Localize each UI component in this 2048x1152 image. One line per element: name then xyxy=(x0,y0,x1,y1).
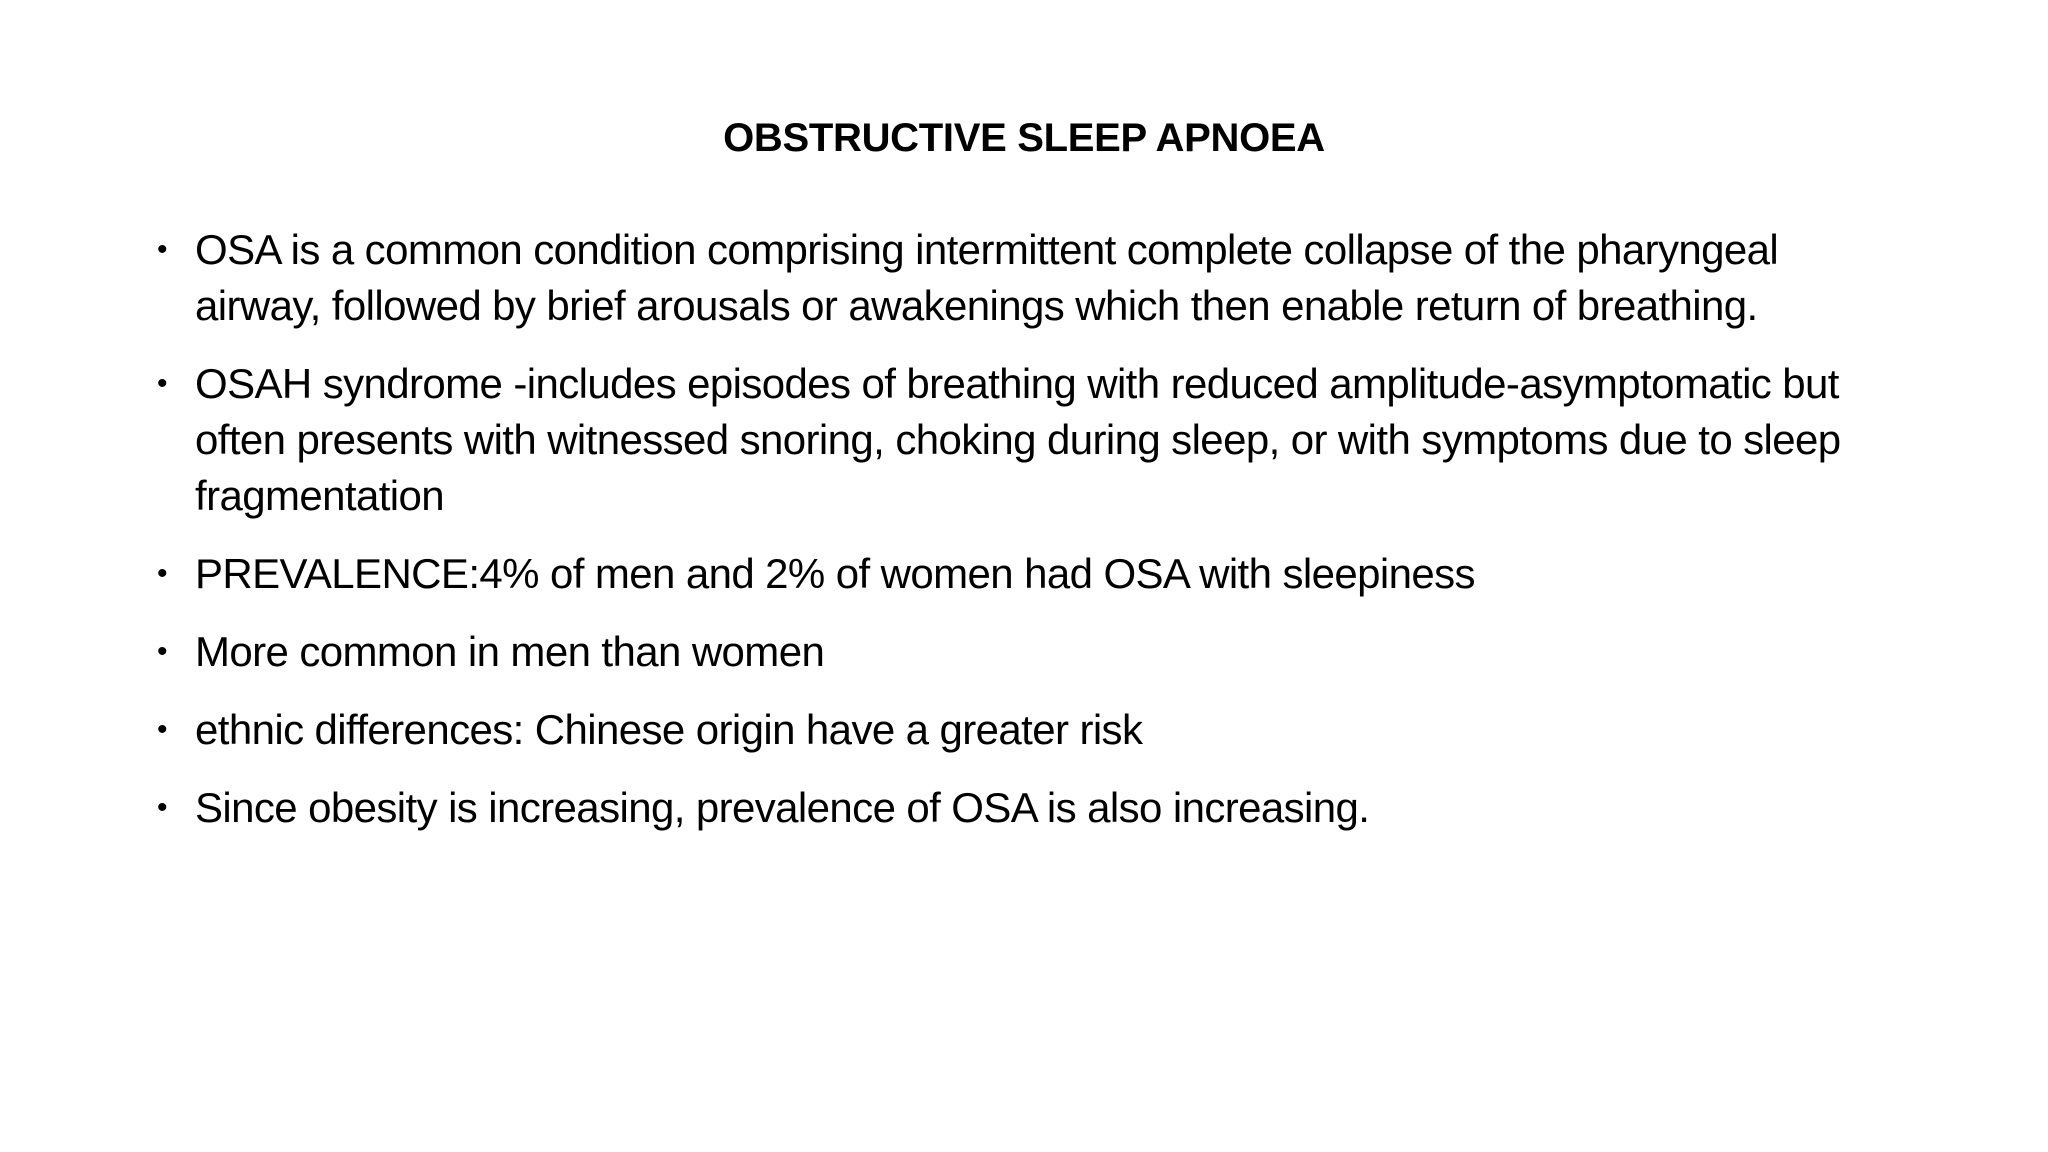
bullet-dot-icon: • xyxy=(157,713,167,746)
bullet-dot-icon: • xyxy=(157,635,167,668)
bullet-item xyxy=(157,356,1897,524)
bullet-text: OSA is a common condition comprising intermittent complete collapse of the pharyngeal airway, followed by brief arousals or awakenings which then enable return of breathing. xyxy=(195,226,1779,329)
bullet-text: Since obesity is increasing, prevalence of OSA is also increasing. xyxy=(195,784,1370,831)
bullet-item xyxy=(157,222,1897,334)
bullet-text: ethnic differences: Chinese origin have a greater risk xyxy=(195,706,1143,753)
slide-title: OBSTRUCTIVE SLEEP APNOEA xyxy=(723,116,1325,160)
bullet-text: More common in men than women xyxy=(195,628,825,675)
bullet-text: OSAH syndrome -includes episodes of breathing with reduced amplitude-asymptomatic but often presents with witnessed snoring, choking during sleep, or with symptoms due to sleep fragmentation xyxy=(195,360,1841,519)
bullet-dot-icon: • xyxy=(157,233,167,266)
bullet-text: PREVALENCE:4% of men and 2% of women had OSA with sleepiness xyxy=(195,550,1475,597)
bullet-item xyxy=(157,702,1897,758)
bullet-dot-icon: • xyxy=(157,557,167,590)
bullet-list xyxy=(157,222,1897,858)
bullet-dot-icon: • xyxy=(157,791,167,824)
bullet-item xyxy=(157,624,1897,680)
bullet-item xyxy=(157,780,1897,836)
bullet-item xyxy=(157,546,1897,602)
bullet-dot-icon: • xyxy=(157,367,167,400)
